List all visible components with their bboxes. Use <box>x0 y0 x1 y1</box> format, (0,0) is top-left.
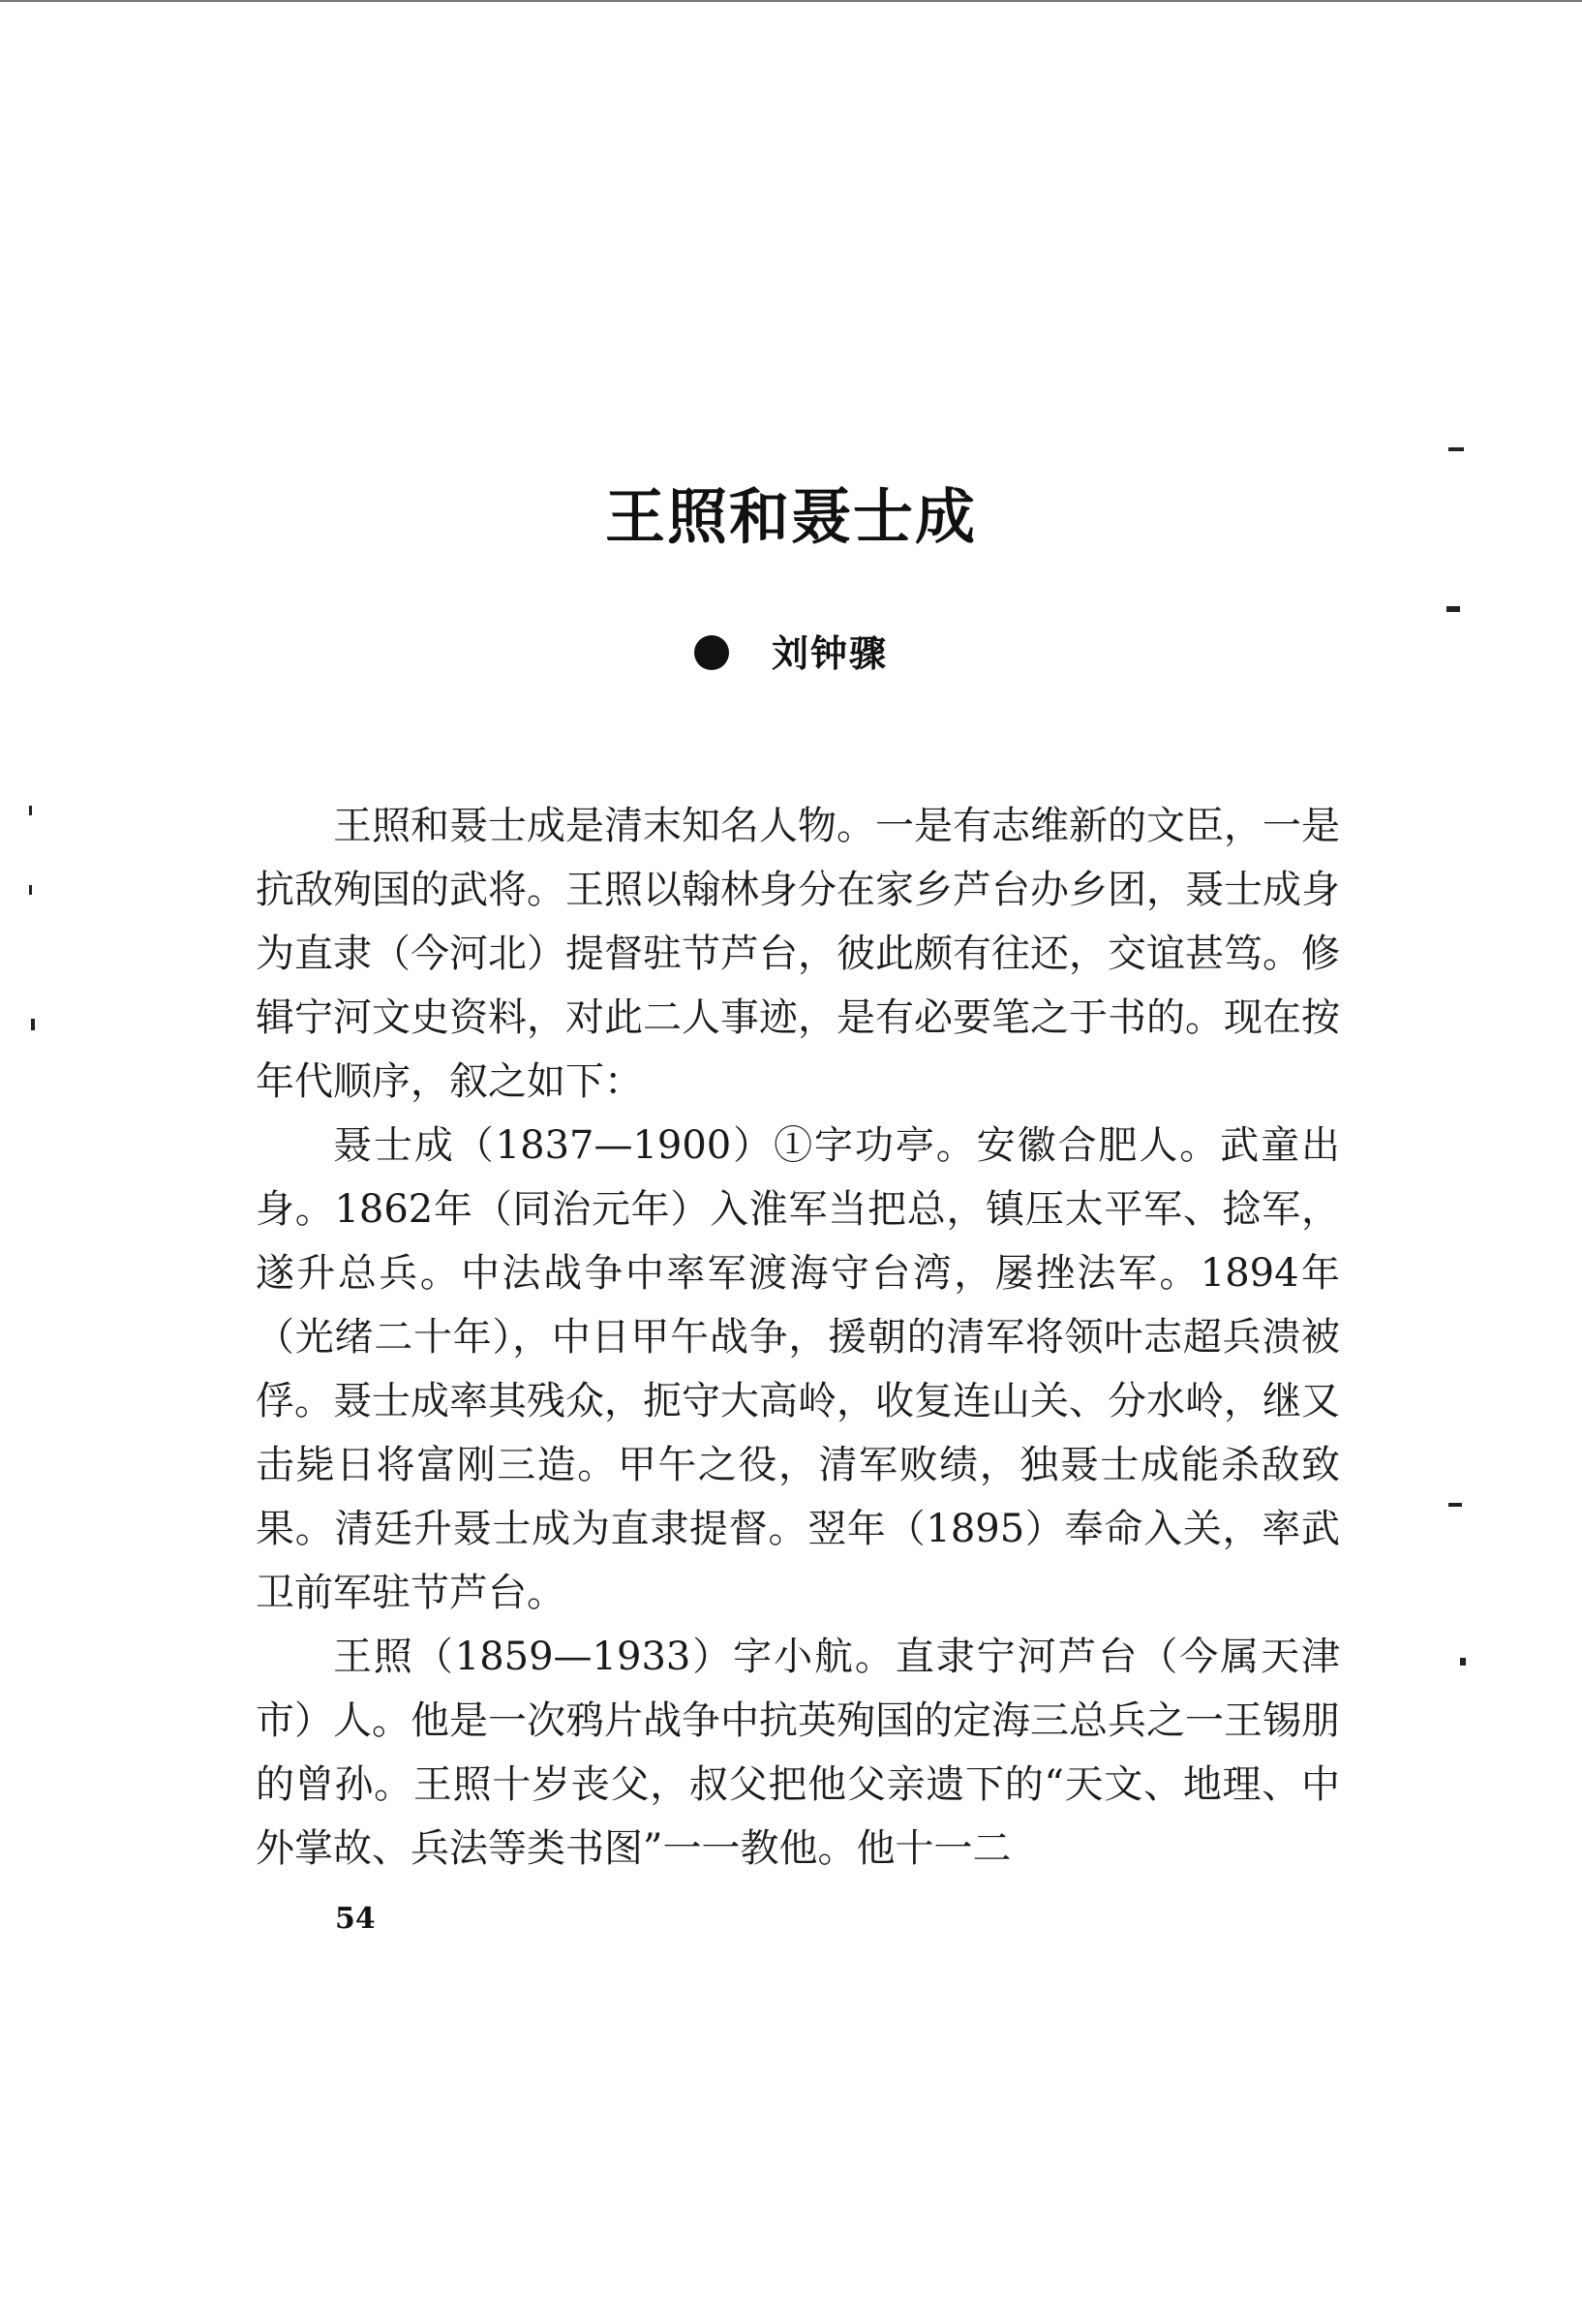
byline <box>0 631 1582 676</box>
scan-speck <box>31 1019 35 1030</box>
page-number: 54 <box>335 1902 376 1936</box>
scan-speck <box>29 885 32 895</box>
paragraph-intro: 王照和聂士成是清末知名人物。一是有志维新的文臣，一是抗敌殉国的武将。王照以翰林身分在家乡芦台办乡团，聂士成身为直隶（今河北）提督驻节芦台，彼此颇有往还，交谊甚笃。修辑宁河文史资料，对此二人事迹，是有必要笔之于书的。现在按年代顺序，叙之如下： <box>256 804 1340 1104</box>
author-name: 刘钟骤 <box>771 632 888 675</box>
scan-speck <box>1448 447 1464 451</box>
scan-speck <box>1446 606 1460 612</box>
scan-speck <box>1460 1658 1466 1666</box>
author-mark-icon <box>694 635 729 670</box>
scan-speck <box>1448 1503 1462 1507</box>
paragraph-wang-zhao: 王照（1859—1933）字小航。直隶宁河芦台（今属天津市）人。他是一次鸦片战争中抗英殉国的定海三总兵之一王锡朋的曾孙。王照十岁丧父，叔父把他父亲遗下的“天文、地理、中外掌故、兵法等类书图”一一教他。他十一二 <box>256 1635 1340 1871</box>
article-body <box>256 794 1340 1881</box>
paragraph-nie-shicheng: 聂士成（1837—1900）①字功亭。安徽合肥人。武童出身。1862年（同治元年）入淮军当把总，镇压太平军、捻军，遂升总兵。中法战争中率军渡海守台湾，屡挫法军。1894年（光绪二十年），中日甲午战争，援朝的清军将领叶志超兵溃被俘。聂士成率其残众，扼守大高岭，收复连山关、分水岭，继又击毙日将富刚三造。甲午之役，清军败绩，独聂士成能杀敌致果。清廷升聂士成为直隶提督。翌年（1895）奉命入关，率武卫前军驻节芦台。 <box>256 1123 1340 1615</box>
top-border-line <box>0 0 1582 2</box>
article-title: 王照和聂士成 <box>604 481 977 552</box>
scan-speck <box>29 806 32 815</box>
